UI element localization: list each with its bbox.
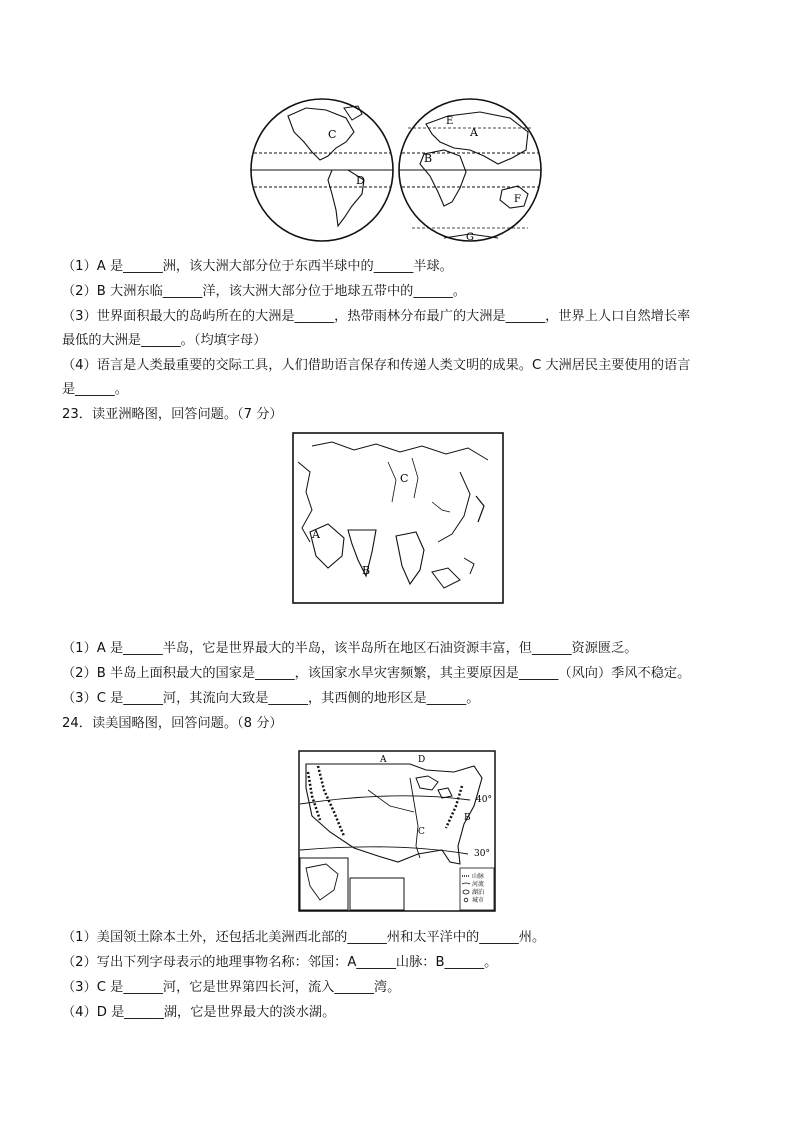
legend-city: 城市 <box>472 897 485 904</box>
q24-part2: （2）写出下列字母表示的地理事物名称：邻国：A______山脉：B______。 <box>62 955 498 970</box>
q22-part1: （1）A 是______洲，该大洲大部分位于东西半球中的______半球。 <box>62 259 453 274</box>
q23-part2: （2）B 半岛上面积最大的国家是______，该国家水旱灾害频繁，其主要原因是______（风向）季风不稳定。 <box>62 666 691 681</box>
q23-heading: 23．读亚洲略图，回答问题。（7 分） <box>62 407 283 422</box>
legend-river: 河流 <box>472 881 485 888</box>
map-label-f: F <box>514 194 521 205</box>
map-label-e: E <box>446 116 454 127</box>
asia-map <box>292 432 504 604</box>
q22-part4-line2: 是______。 <box>62 382 128 397</box>
q22-part3-line1: （3）世界面积最大的岛屿所在的大洲是______，热带雨林分布最广的大洲是______，世界上人口自然增长率 <box>62 309 691 324</box>
asia-label-c: C <box>400 472 409 485</box>
usa-map <box>298 750 496 912</box>
usa-label-a: A <box>380 755 387 765</box>
asia-label-a: A <box>312 528 320 541</box>
map-label-a: A <box>470 126 478 139</box>
q23-part3: （3）C 是______河，其流向大致是______，其西侧的地形区是______。 <box>62 691 480 706</box>
usa-label-d: D <box>418 755 426 765</box>
q22-part3-line2: 最低的大洲是______。（均填字母） <box>62 333 267 348</box>
q24-part3: （3）C 是______河，它是世界第四长河，流入______湾。 <box>62 980 401 995</box>
lat-40: 40° <box>476 795 492 805</box>
q24-part1: （1）美国领土除本土外，还包括北美洲西北部的______州和太平洋中的______州。 <box>62 930 546 945</box>
q23-part1: （1）A 是______半岛，它是世界最大的半岛，该半岛所在地区石油资源丰富，但______资源匮乏。 <box>62 641 638 656</box>
q22-part4-line1: （4）语言是人类最重要的交际工具，人们借助语言保存和传递人类文明的成果。C 大洲居民主要使用的语言 <box>62 358 691 373</box>
usa-label-b: B <box>464 813 471 823</box>
q24-heading: 24．读美国略图，回答问题。（8 分） <box>62 716 283 731</box>
map-label-d: D <box>356 174 365 187</box>
legend-mountain: 山脉 <box>472 873 485 880</box>
map-label-b: B <box>424 152 433 165</box>
q24-part4: （4）D 是______湖，它是世界最大的淡水湖。 <box>62 1005 336 1020</box>
usa-label-c: C <box>418 827 425 837</box>
q22-part2: （2）B 大洲东临______洋，该大洲大部分位于地球五带中的______。 <box>62 284 467 299</box>
asia-label-b: B <box>362 564 371 577</box>
map-label-g: G <box>466 232 474 243</box>
legend-lake: 湖泊 <box>472 889 485 896</box>
hemisphere-map <box>248 98 544 244</box>
map-label-c: C <box>328 128 337 141</box>
lat-30: 30° <box>474 849 490 859</box>
